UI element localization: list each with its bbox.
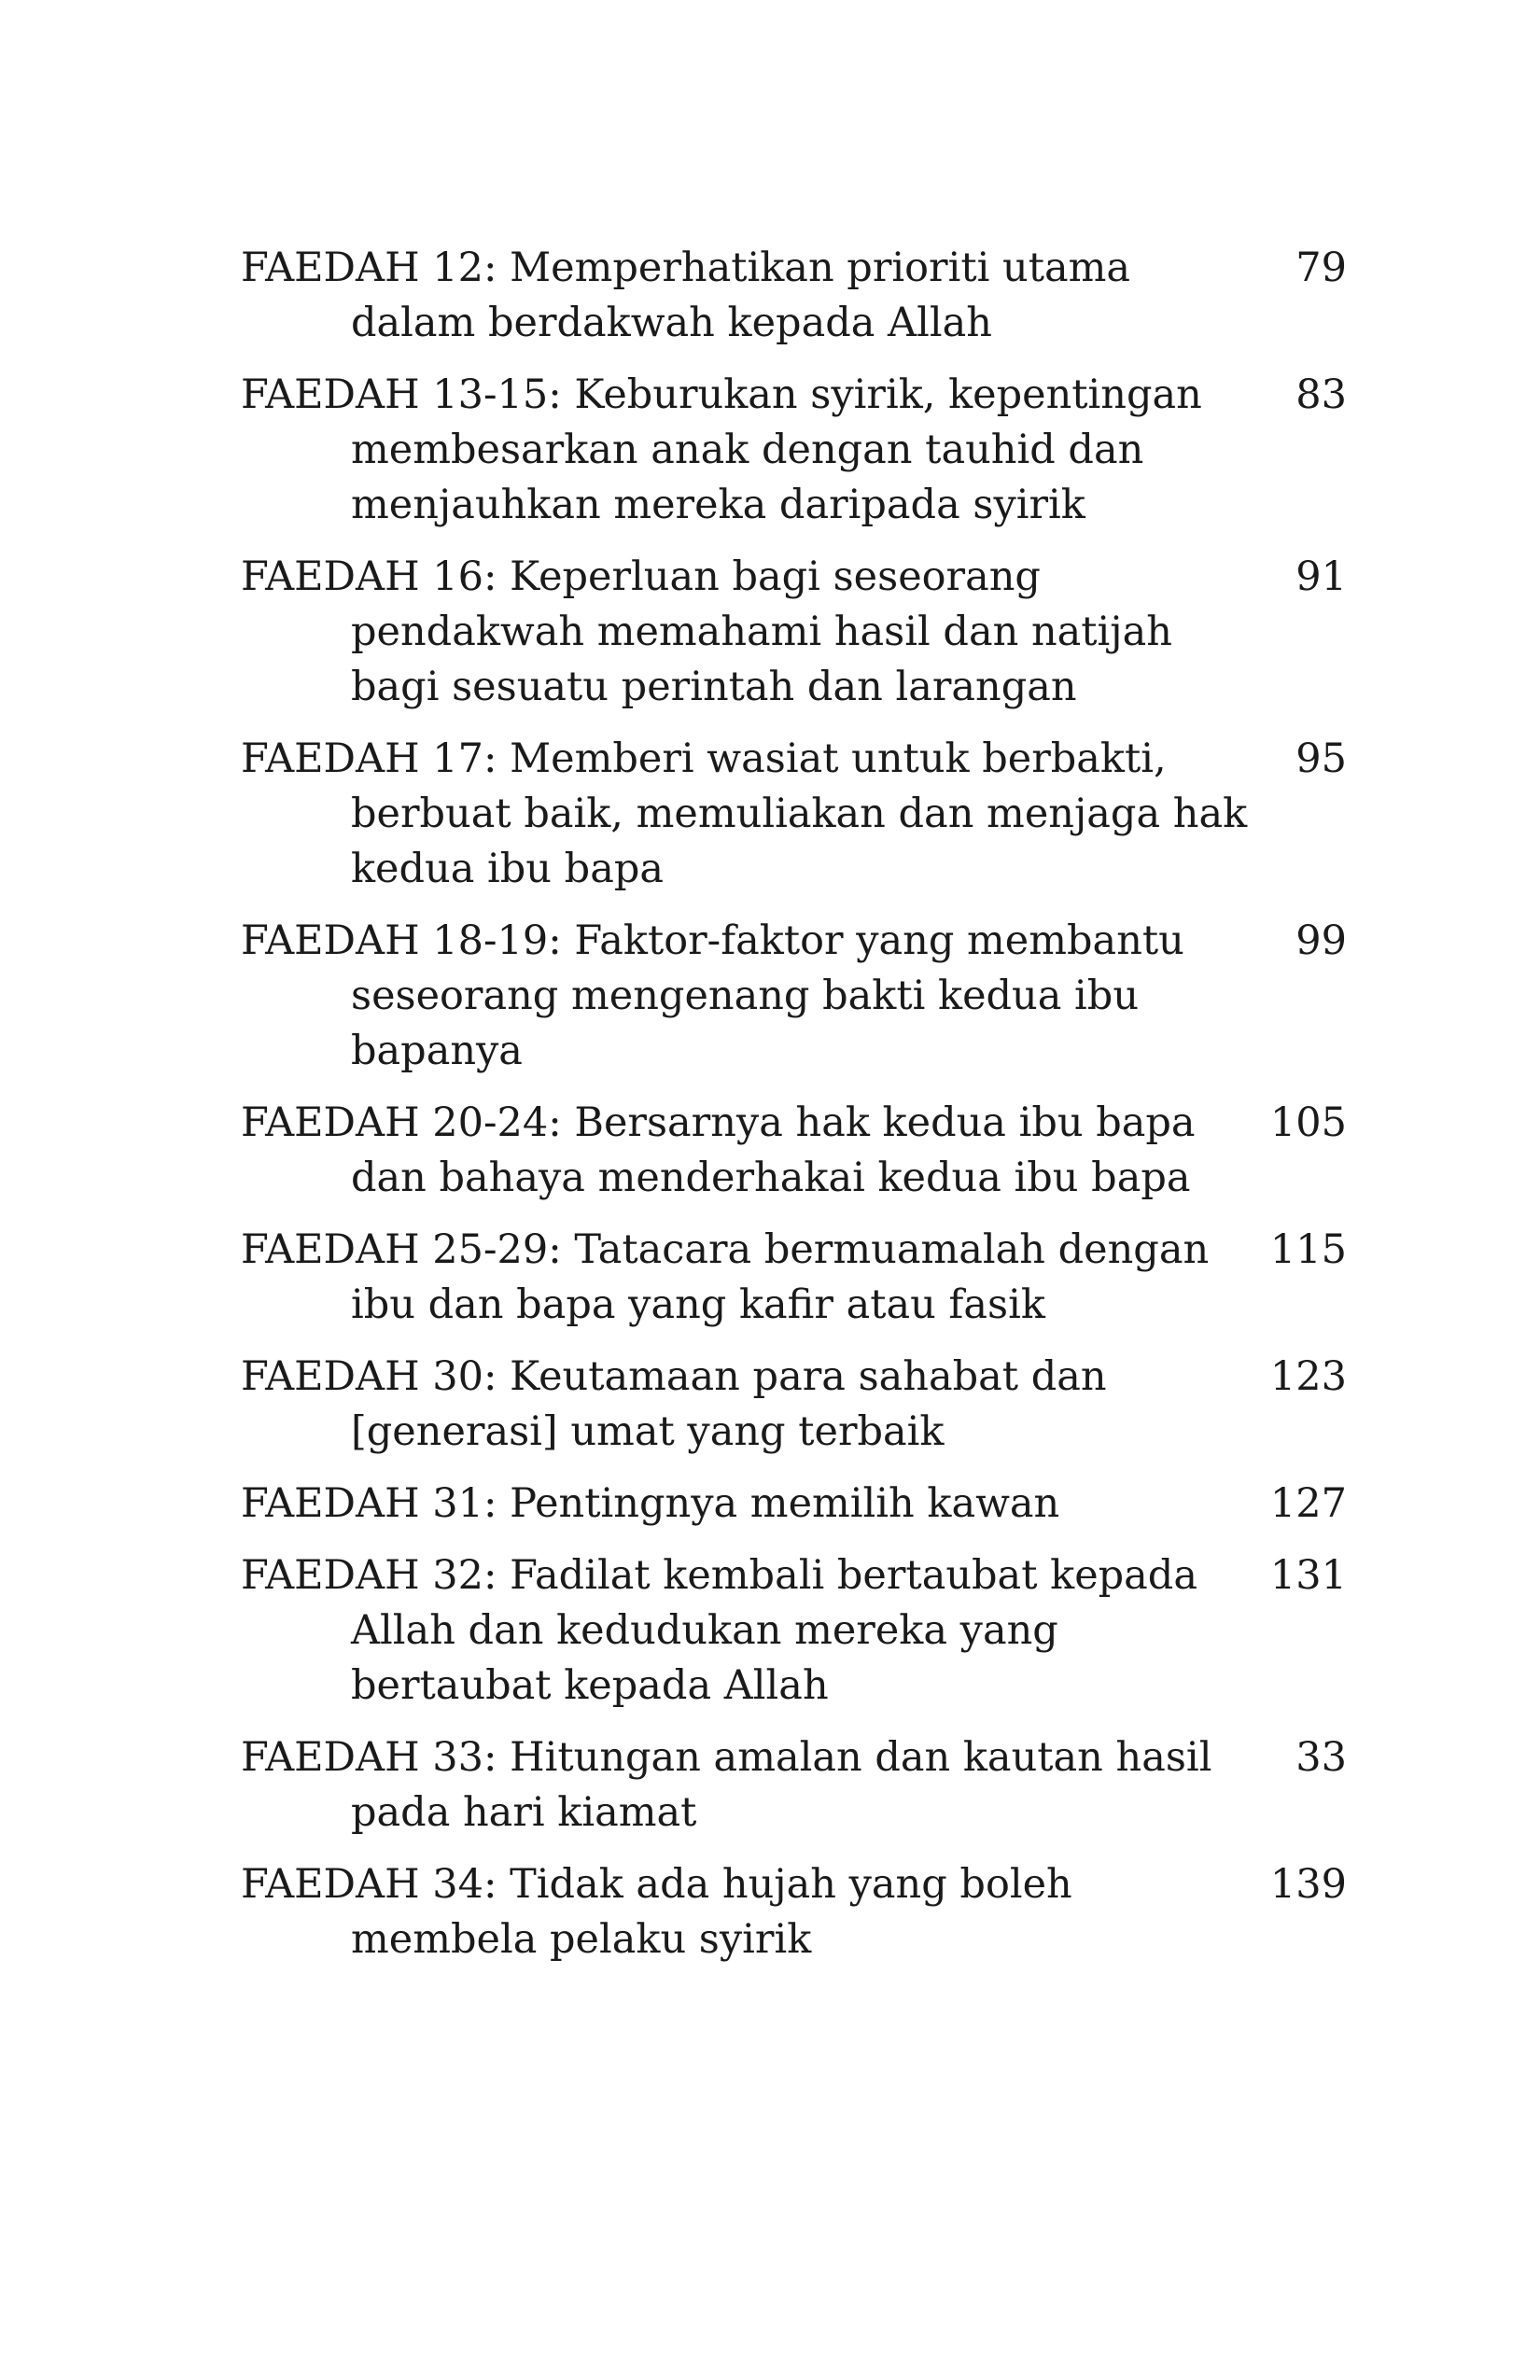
toc-entry-faedah-30 [241,1350,1347,1460]
toc-entry-faedah-33 [241,1730,1347,1841]
toc-entry-title: FAEDAH 25-29: Tatacara bermuamalah dengan ibu dan bapa yang kafir atau fasik [241,1226,1210,1328]
toc-entry-page-number: 79 [1295,245,1347,291]
toc-entry-title: FAEDAH 17: Memberi wasiat untuk berbakti, berbuat baik, memuliakan dan menjaga hak kedua ibu bapa [241,735,1248,892]
toc-entry-title: FAEDAH 30: Keutamaan para sahabat dan [generasi] umat yang terbaik [241,1353,1107,1455]
toc-entry-page-number: 83 [1295,371,1347,418]
toc-entry-faedah-16 [241,550,1347,715]
toc-entry-page-number: 115 [1269,1226,1347,1273]
toc-entry-page-number: 123 [1269,1353,1347,1400]
toc-entry-title: FAEDAH 18-19: Faktor-faktor yang membantu seseorang mengenang bakti kedua ibu bapanya [241,917,1184,1074]
toc-entry-title: FAEDAH 16: Keperluan bagi seseorang pendakwah memahami hasil dan natijah bagi sesuatu perintah dan larangan [241,553,1172,710]
toc-entry-page-number: 95 [1295,735,1347,782]
toc-entry-page-number: 139 [1269,1861,1347,1908]
toc-entry-page-number: 127 [1269,1480,1347,1527]
toc-entry-title: FAEDAH 32: Fadilat kembali bertaubat kepada Allah dan kedudukan mereka yang bertaubat kepada Allah [241,1552,1197,1709]
toc-entry-page-number: 131 [1269,1552,1347,1599]
toc-entry-faedah-32 [241,1548,1347,1714]
toc-entry-title: FAEDAH 20-24: Bersarnya hak kedua ibu bapa dan bahaya menderhakai kedua ibu bapa [241,1099,1196,1201]
toc-entry-faedah-12 [241,241,1347,351]
toc-entry-faedah-25-29 [241,1223,1347,1333]
toc-entry-title: FAEDAH 34: Tidak ada hujah yang boleh membela pelaku syirik [241,1861,1072,1963]
toc-entry-page-number: 91 [1295,553,1347,600]
toc-entry-faedah-20-24 [241,1096,1347,1206]
toc-entry-title: FAEDAH 33: Hitungan amalan dan kautan hasil pada hari kiamat [241,1734,1212,1836]
toc-entry-faedah-18-19 [241,914,1347,1079]
toc-entry-page-number: 99 [1295,917,1347,964]
toc-entry-faedah-13-15 [241,368,1347,533]
toc-entry-faedah-17 [241,732,1347,897]
toc-entry-faedah-34 [241,1857,1347,1967]
toc-entry-title: FAEDAH 13-15: Keburukan syirik, kepentingan membesarkan anak dengan tauhid dan menjauhkan mereka daripada syirik [241,371,1202,528]
toc-entry-title: FAEDAH 31: Pentingnya memilih kawan [241,1480,1060,1527]
table-of-contents [241,241,1347,1984]
toc-entry-page-number: 105 [1269,1099,1347,1146]
toc-entry-title: FAEDAH 12: Memperhatikan prioriti utama dalam berdakwah kepada Allah [241,245,1131,346]
toc-entry-page-number: 33 [1295,1734,1347,1781]
toc-entry-faedah-31 [241,1477,1347,1532]
